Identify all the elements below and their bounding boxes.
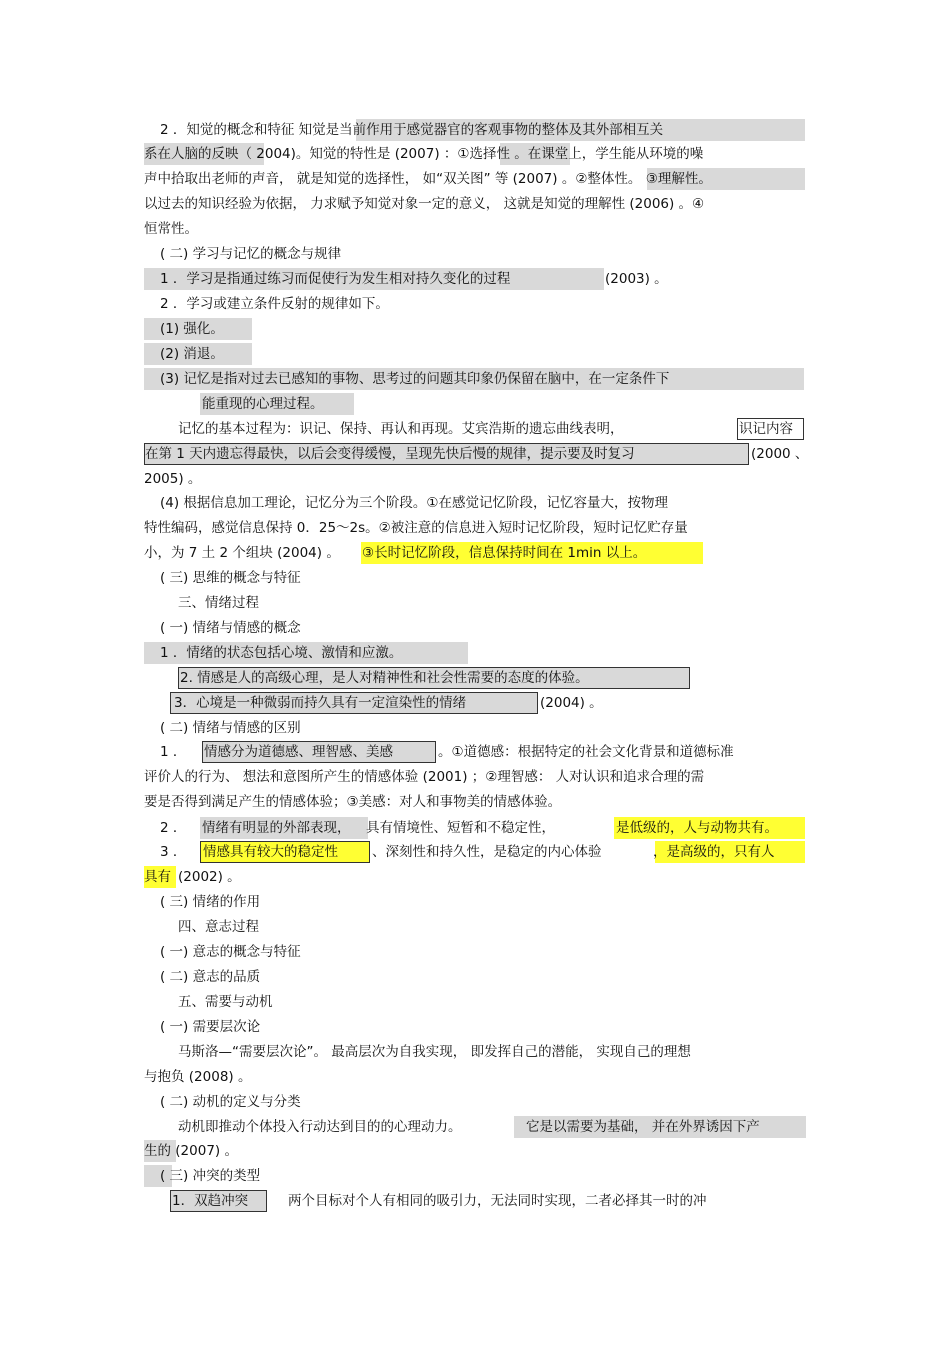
text-line: 生的 (2007) 。: [144, 1143, 238, 1159]
section-heading: ( 一) 意志的概念与特征: [160, 944, 301, 960]
text-line: 系在人脑的反映（ 2004)。知觉的特性是 (2007) ：①选择性 。在课堂上，学生能从环境的噪: [144, 146, 704, 162]
text-line: 1 ．学习是指通过练习而促使行为发生相对持久变化的过程: [160, 271, 511, 287]
text-line: 马斯洛—“需要层次论”。 最高层次为自我实现， 即发挥自己的潜能， 实现自己的理想: [178, 1044, 691, 1060]
text-line: 以过去的知识经验为依据， 力求赋予知觉对象一定的意义， 这就是知觉的理解性 (2006) 。④: [144, 196, 705, 212]
text-line: 它是以需要为基础， 并在外界诱因下产: [526, 1119, 760, 1135]
text-line: 1 ．: [160, 744, 187, 760]
text-line: (2) 消退。: [160, 346, 224, 362]
text-line: 、深刻性和持久性，是稳定的内心体验: [372, 844, 602, 860]
section-heading: ( 三) 冲突的类型: [160, 1168, 261, 1184]
text-line: ，是高级的，只有人: [653, 844, 775, 860]
section-heading: ( 一) 情绪与情感的概念: [160, 620, 301, 636]
text-line: 两个目标对个人有相同的吸引力，无法同时实现，二者必择其一时的冲: [288, 1193, 707, 1209]
section-heading: 三、情绪过程: [178, 595, 259, 611]
text-line: 情感具有较大的稳定性: [203, 844, 338, 860]
text-line: 3 ．: [160, 844, 187, 860]
text-line: 具有情境性、短暂和不稳定性，: [366, 820, 555, 836]
section-heading: 五、需要与动机: [178, 994, 273, 1010]
text-line: 能重现的心理过程。: [202, 396, 324, 412]
text-line: 。①道德感：根据特定的社会文化背景和道德标准: [438, 744, 734, 760]
text-line: 动机即推动个体投入行动达到目的的心理动力。: [178, 1119, 462, 1135]
text-line: 与抱负 (2008) 。: [144, 1069, 252, 1085]
text-line: (2003) 。: [605, 271, 668, 287]
section-heading: ( 二) 动机的定义与分类: [160, 1094, 301, 1110]
text-line: 识记内容: [739, 421, 793, 437]
text-line: 记忆的基本过程为：识记、保持、再认和再现。艾宾浩斯的遗忘曲线表明，: [178, 421, 624, 437]
text-line: (2002) 。: [178, 869, 241, 885]
text-line: 小，为 7 土 2 个组块 (2004) 。: [144, 545, 340, 561]
text-line: 2005) 。: [144, 471, 202, 487]
text-line: (3) 记忆是指对过去已感知的事物、思考过的问题其印象仍保留在脑中，在一定条件下: [160, 371, 670, 387]
section-heading: ( 一) 需要层次论: [160, 1019, 261, 1035]
section-heading: ( 三) 情绪的作用: [160, 894, 261, 910]
section-heading: ( 二) 学习与记忆的概念与规律: [160, 246, 342, 262]
text-line: 声中拾取出老师的声音， 就是知觉的选择性， 如“双关图” 等 (2007) 。②整体性。 ③理解性。: [144, 171, 712, 187]
text-line: 特性编码，感觉信息保持 0．25～2s。②被注意的信息进入短时记忆阶段，短时记忆贮存量: [144, 520, 688, 536]
text-line: (2000 、: [751, 446, 809, 462]
text-line: 2. 情感是人的高级心理，是人对精神性和社会性需要的态度的体验。: [180, 670, 589, 686]
text-line: (2004) 。: [540, 695, 603, 711]
section-heading: ( 二) 意志的品质: [160, 969, 261, 985]
text-line: (4) 根据信息加工理论，记忆分为三个阶段。①在感觉记忆阶段，记忆容量大，按物理: [160, 495, 669, 511]
text-line: 情感分为道德感、理智感、美感: [204, 744, 393, 760]
text-line: 3．心境是一种微弱而持久具有一定渲染性的情绪: [174, 695, 467, 711]
text-line: 要是否得到满足产生的情感体验；③美感：对人和事物美的情感体验。: [144, 794, 562, 810]
text-line: 2 ．知觉的概念和特征 知觉是当前作用于感觉器官的客观事物的整体及其外部相互关: [160, 122, 664, 138]
section-heading: ( 三) 思维的概念与特征: [160, 570, 301, 586]
text-line: 情绪有明显的外部表现，: [202, 820, 351, 836]
text-line: 在第 1 天内遗忘得最快，以后会变得缓慢，呈现先快后慢的规律，提示要及时复习: [145, 446, 635, 462]
text-line: 2 ．学习或建立条件反射的规律如下。: [160, 296, 389, 312]
text-line: ③长时记忆阶段，信息保持时间在 1min 以上。: [362, 545, 647, 561]
text-line: 2 ．: [160, 820, 187, 836]
text-line: 1．双趋冲突: [172, 1193, 249, 1209]
text-line: 评价人的行为、 想法和意图所产生的情感体验 (2001) ；②理智感： 人对认识和追求合理的需: [144, 769, 705, 785]
text-line: (1) 强化。: [160, 321, 224, 337]
section-heading: 四、意志过程: [178, 919, 259, 935]
text-line: 恒常性。: [144, 221, 198, 237]
text-line: 1 ．情绪的状态包括心境、激情和应激。: [160, 645, 403, 661]
section-heading: ( 二) 情绪与情感的区别: [160, 720, 301, 736]
text-line: 具有: [144, 869, 171, 885]
text-line: 是低级的，人与动物共有。: [616, 820, 778, 836]
